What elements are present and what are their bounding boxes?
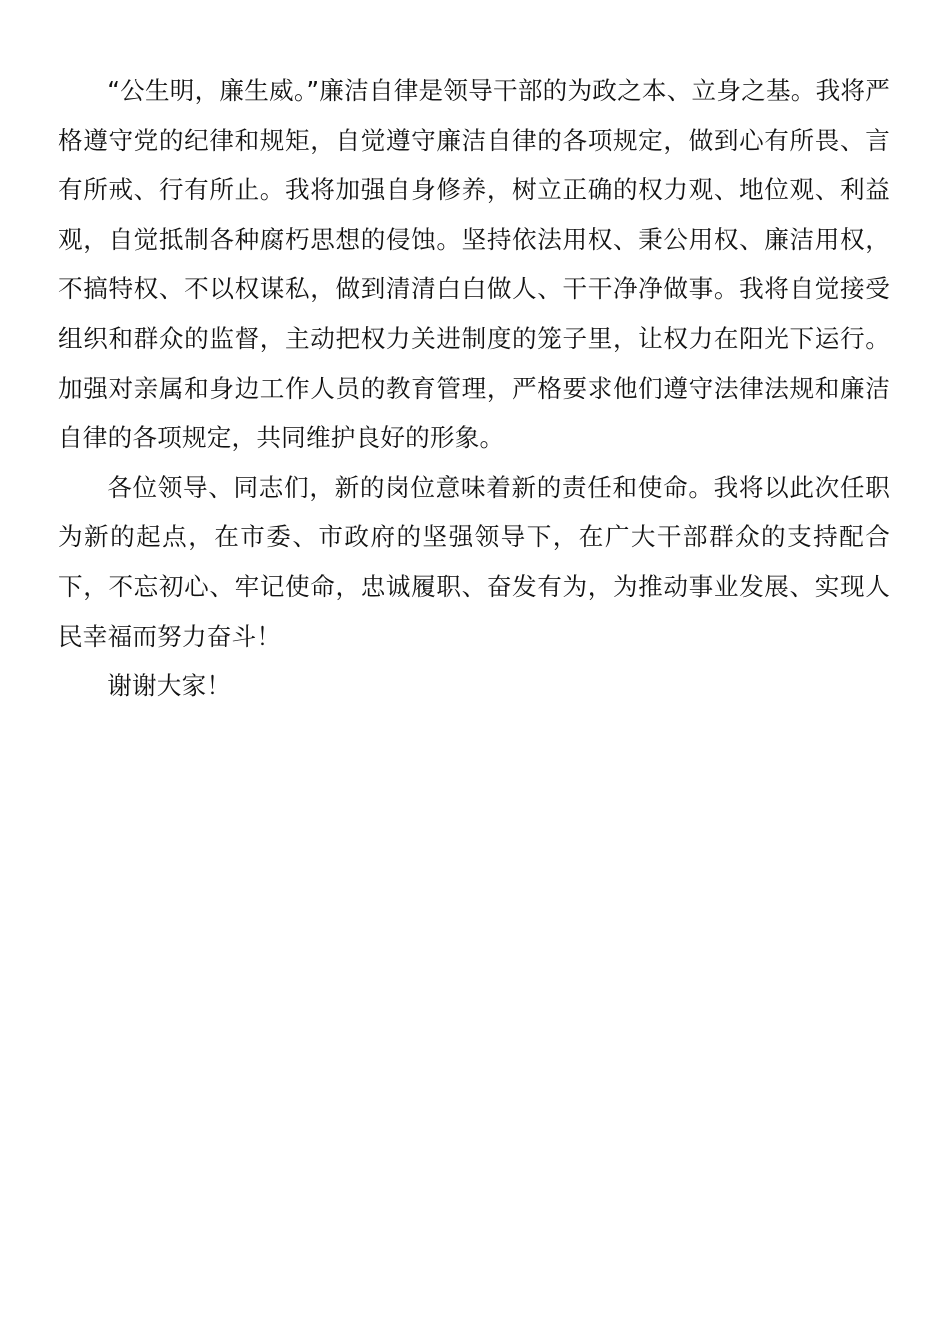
- paragraph-commitment: 各位领导、同志们，新的岗位意味着新的责任和使命。我将以此次任职为新的起点，在市委、市政府的坚强领导下，在广大干部群众的支持配合下，不忘初心、牢记使命，忠诚履职、奋发有为，为推动事业发展、实现人民幸福而努力奋斗！: [58, 472, 890, 651]
- paragraph-thanks: 谢谢大家！: [107, 671, 232, 701]
- paragraph-integrity: “公生明，廉生威。”廉洁自律是领导干部的为政之本、立身之基。我将严格遵守党的纪律和规矩，自觉遵守廉洁自律的各项规定，做到心有所畏、言有所戒、行有所止。我将加强自身修养，树立正确的权力观、地位观、利益观，自觉抵制各种腐朽思想的侵蚀。坚持依法用权、秉公用权、廉洁用权，不搞特权、不以权谋私，做到清清白白做人、干干净净做事。我将自觉接受组织和群众的监督，主动把权力关进制度的笼子里，让权力在阳光下运行。加强对亲属和身边工作人员的教育管理，严格要求他们遵守法律法规和廉洁自律的各项规定，共同维护良好的形象。: [58, 76, 890, 453]
- document-page: [58, 66, 890, 711]
